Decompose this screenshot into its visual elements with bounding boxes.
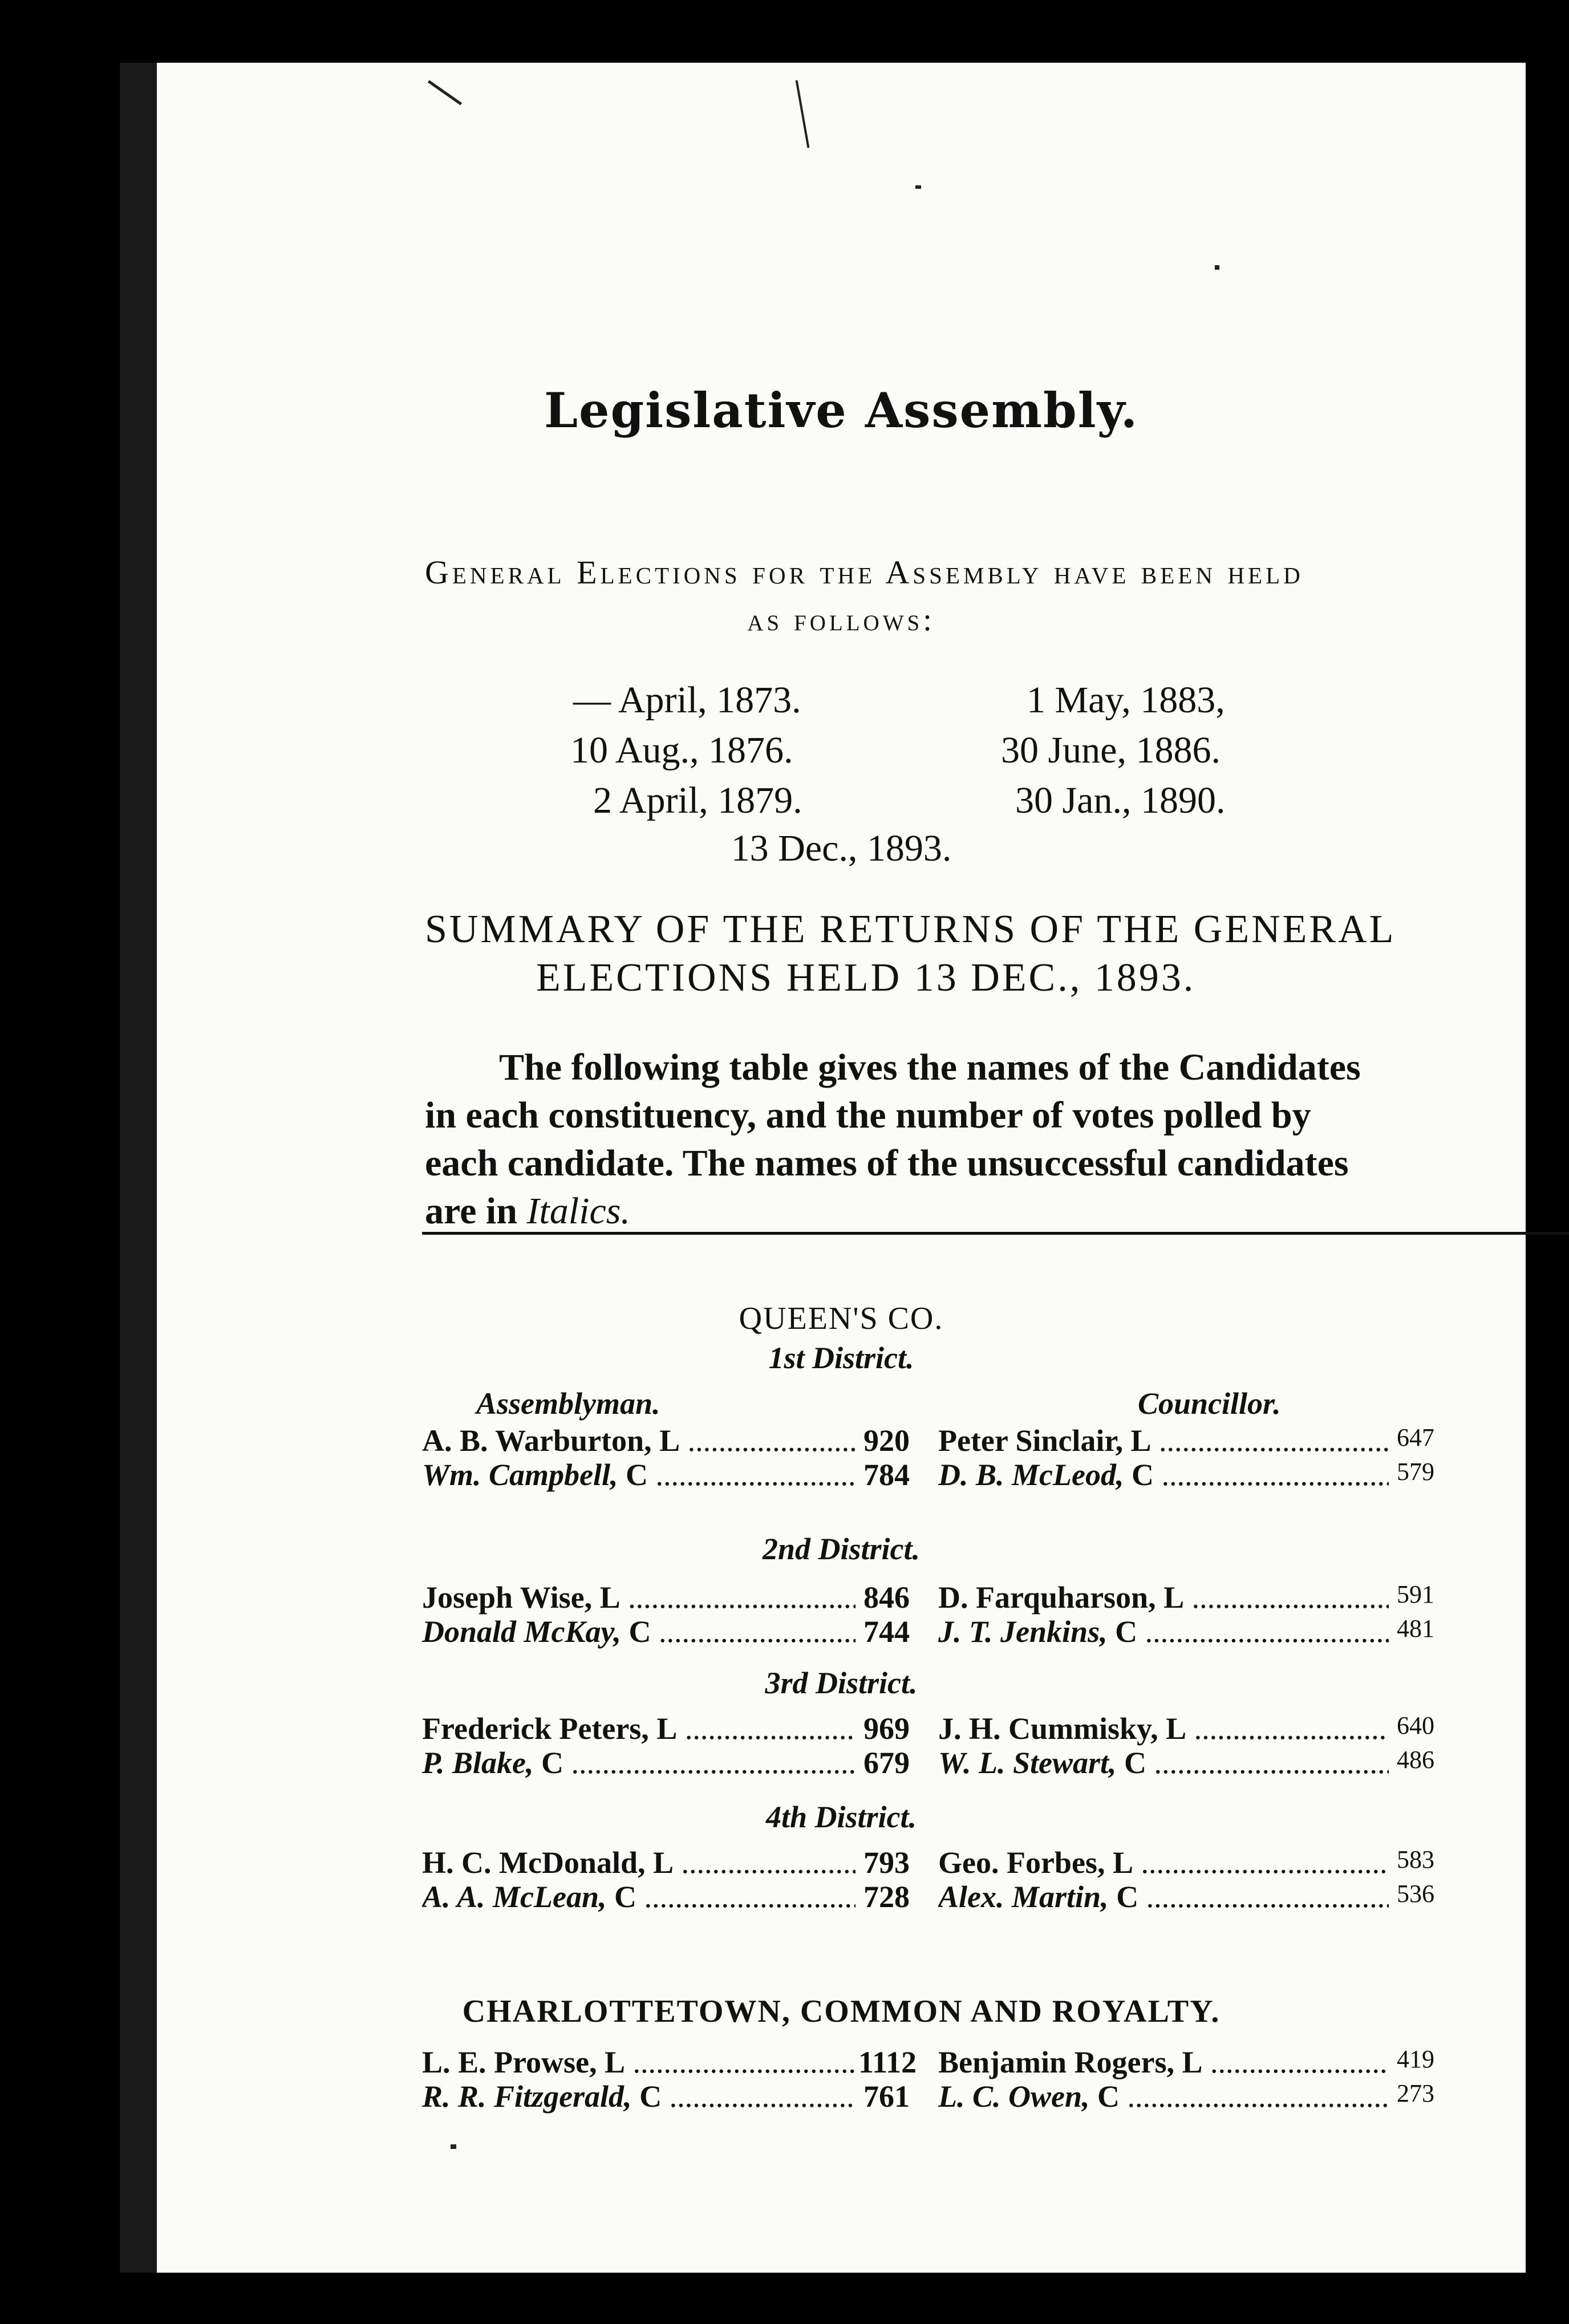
assemblyman-votes: 793: [863, 1846, 910, 1880]
table-row: [422, 1845, 1569, 1881]
assemblyman-votes: 728: [863, 1880, 910, 1914]
assemblyman-cell: H. C. McDonald, L .....: [422, 1845, 856, 1880]
assemblyman-votes: 920: [863, 1423, 910, 1458]
date-row-2-right: 30 June, 1886.: [1001, 729, 1221, 771]
councillor-votes: 273: [1397, 2079, 1434, 2107]
councillor-cell: Alex. Martin, C .....: [938, 1879, 1389, 1915]
district-label-4: 4th District.: [765, 1800, 917, 1834]
table-row: [422, 1580, 1569, 1616]
section-divider: [422, 1232, 1569, 1235]
summary-heading-1: SUMMARY OF THE RETURNS OF THE GENERAL: [425, 907, 1396, 951]
stray-mark: [796, 80, 810, 148]
district-label-2: 2nd District.: [762, 1532, 921, 1566]
binding-edge: [120, 63, 157, 2273]
district-label-3: 3rd District.: [765, 1666, 918, 1700]
intro-paragraph-line-3: each candidate. The names of the unsuccessful candidates: [425, 1142, 1349, 1184]
table-row: [422, 2079, 1569, 2115]
assemblyman-votes: 761: [863, 2079, 910, 2114]
councillor-votes: 591: [1397, 1580, 1434, 1608]
assemblyman-cell: P. Blake, C .....: [422, 1745, 856, 1780]
councillor-votes: 486: [1397, 1746, 1434, 1774]
printed-page: [157, 63, 1526, 2273]
councillor-votes: 583: [1397, 1846, 1434, 1873]
intro-paragraph-line-1: The following table gives the names of the Candidates: [499, 1047, 1361, 1088]
table-row: [422, 1614, 1569, 1650]
table-row: [422, 1879, 1569, 1916]
councillor-cell: L. C. Owen, C .....: [938, 2079, 1389, 2114]
councillor-cell: Geo. Forbes, L .....: [938, 1845, 1389, 1880]
italics-word: Italics.: [526, 1190, 630, 1232]
intro-paragraph-line-2: in each constituency, and the number of votes polled by: [425, 1094, 1311, 1136]
councillor-votes: 579: [1397, 1458, 1434, 1486]
councillor-cell: J. H. Cummisky, L .....: [938, 1711, 1389, 1746]
assemblyman-cell: Frederick Peters, L .....: [422, 1711, 856, 1746]
intro-paragraph-line-4: are in Italics.: [425, 1190, 630, 1232]
intro-line-1: General Elections for the Assembly have been held: [425, 554, 1304, 591]
column-head-assemblyman: Assemblyman.: [476, 1386, 660, 1421]
councillor-cell: Peter Sinclair, L .....: [938, 1423, 1389, 1458]
table-row: [422, 1423, 1569, 1459]
councillor-votes: 647: [1397, 1423, 1434, 1451]
assemblyman-votes: 1112: [858, 2045, 917, 2079]
councillor-cell: Benjamin Rogers, L .....: [938, 2045, 1389, 2080]
councillor-votes: 481: [1397, 1615, 1434, 1642]
councillor-cell: W. L. Stewart, C .....: [938, 1745, 1389, 1780]
date-row-1-left: — April, 1873.: [573, 679, 801, 721]
assemblyman-cell: A. B. Warburton, L .....: [422, 1423, 856, 1458]
councillor-cell: D. B. McLeod, C .....: [938, 1457, 1389, 1492]
councillor-votes: 419: [1397, 2045, 1434, 2073]
date-row-3-right: 30 Jan., 1890.: [1015, 780, 1226, 821]
assemblyman-votes: 846: [863, 1580, 910, 1615]
date-last: 13 Dec., 1893.: [731, 828, 952, 869]
column-head-councillor: Councillor.: [1138, 1386, 1281, 1421]
assemblyman-cell: L. E. Prowse, L .....: [422, 2045, 856, 2080]
table-row: [422, 1745, 1569, 1782]
assemblyman-cell: A. A. McLean, C .....: [422, 1879, 856, 1915]
stray-mark: [428, 80, 462, 105]
district-label-1: 1st District.: [768, 1341, 914, 1375]
summary-heading-2: ELECTIONS HELD 13 DEC., 1893.: [536, 956, 1196, 1000]
assemblyman-votes: 744: [863, 1615, 910, 1649]
assemblyman-cell: Wm. Campbell, C .....: [422, 1457, 856, 1492]
page-title: Legislative Assembly.: [544, 382, 1139, 439]
date-row-1-right: 1 May, 1883,: [1027, 679, 1225, 721]
councillor-cell: D. Farquharson, L .....: [938, 1580, 1389, 1615]
stray-mark: [1215, 265, 1219, 270]
assemblyman-votes: 969: [863, 1711, 910, 1746]
charlottetown-heading: CHARLOTTETOWN, COMMON AND ROYALTY.: [462, 1994, 1221, 2029]
assemblyman-cell: Donald McKay, C .....: [422, 1614, 856, 1649]
assemblyman-votes: 784: [863, 1458, 910, 1492]
table-row: [422, 1711, 1569, 1747]
assemblyman-votes: 679: [863, 1746, 910, 1780]
table-row: [422, 1457, 1569, 1494]
date-row-2-left: 10 Aug., 1876.: [570, 729, 793, 771]
councillor-votes: 640: [1397, 1711, 1434, 1739]
assemblyman-cell: Joseph Wise, L .....: [422, 1580, 856, 1615]
stray-mark: [915, 185, 921, 189]
date-row-3-left: 2 April, 1879.: [593, 780, 802, 821]
intro-line-2: as follows:: [747, 602, 935, 638]
county-heading: QUEEN'S CO.: [739, 1301, 944, 1336]
stray-mark: [451, 2144, 456, 2149]
councillor-votes: 536: [1397, 1880, 1434, 1908]
table-row: [422, 2045, 1569, 2081]
assemblyman-cell: R. R. Fitzgerald, C .....: [422, 2079, 856, 2114]
councillor-cell: J. T. Jenkins, C .....: [938, 1614, 1389, 1649]
